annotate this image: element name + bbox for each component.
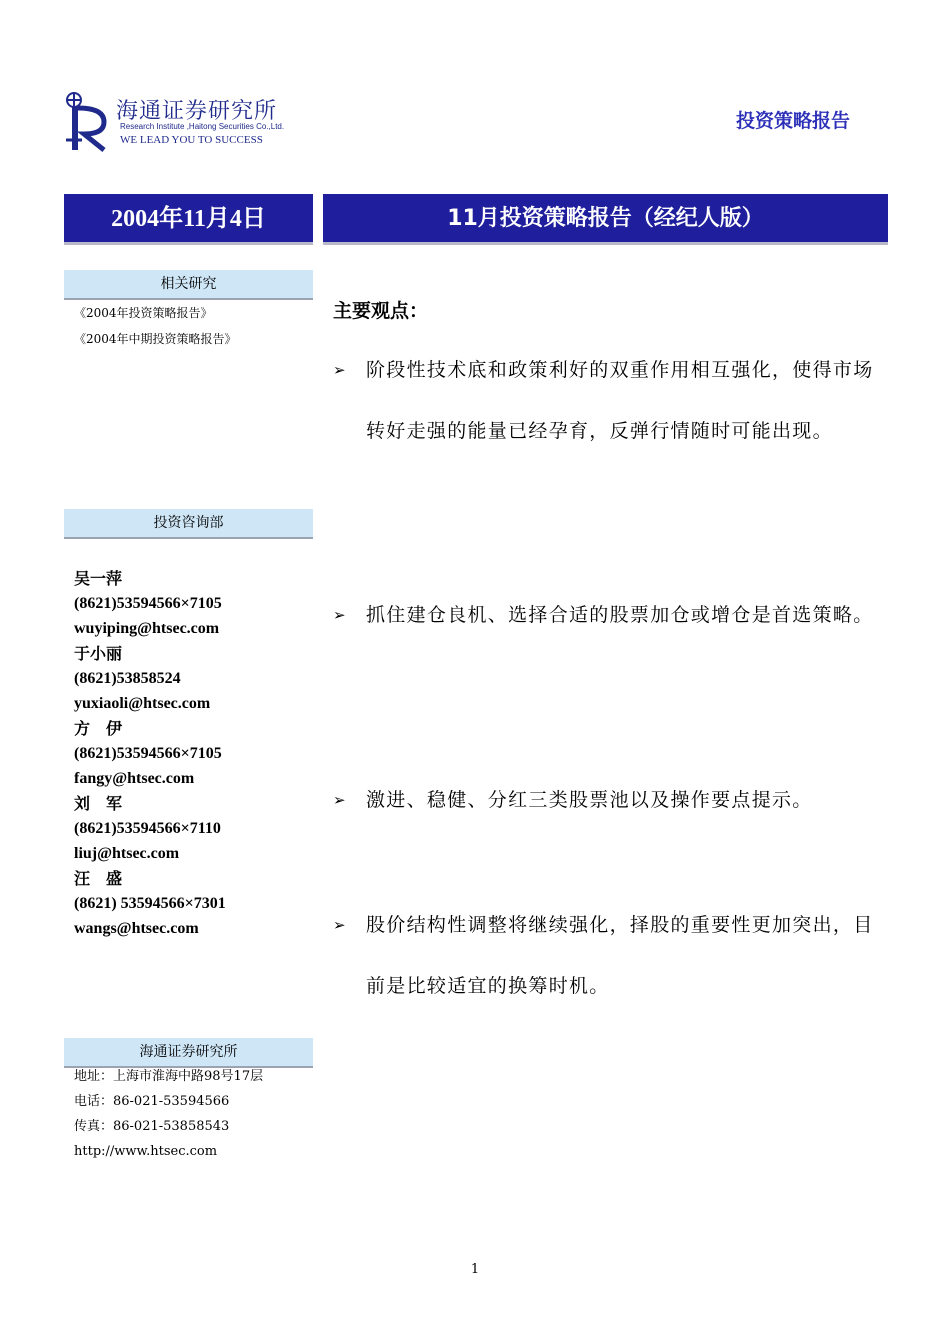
key-point — [333, 340, 883, 462]
arrow-bullet-icon: ➢ — [333, 361, 346, 379]
contact-name: 汪 盛 — [74, 869, 123, 888]
institute-address: 地址：上海市淮海中路98号17层 — [74, 1069, 264, 1084]
key-point — [333, 770, 883, 831]
report-date: 2004年11月4日 — [64, 194, 313, 242]
key-point-text: 抓住建仓良机、选择合适的股票加仓或增仓是首选策略。 — [366, 604, 874, 626]
haitong-logo-icon — [64, 90, 110, 152]
logo-name-en: Research Institute ,Haitong Securities Co.,Ltd. — [120, 122, 285, 131]
contact-email[interactable]: fangy@htsec.com — [74, 770, 195, 787]
key-point-text: 阶段性技术底和政策利好的双重作用相互强化，使得市场转好走强的能量已经孕育，反弹行情随时可能出现。 — [366, 359, 874, 442]
contact-email[interactable]: yuxiaoli@htsec.com — [74, 695, 211, 712]
arrow-bullet-icon: ➢ — [333, 916, 346, 934]
contact-email[interactable]: wangs@htsec.com — [74, 920, 199, 937]
contact-email[interactable]: wuyiping@htsec.com — [74, 620, 220, 637]
contact-list — [74, 566, 226, 941]
arrow-bullet-icon: ➢ — [333, 791, 346, 809]
related-research-list — [74, 300, 237, 352]
key-point — [333, 585, 883, 646]
contact-phone: (8621) 53594566×7301 — [74, 895, 226, 912]
logo-name-cn: 海通证券研究所 — [116, 99, 278, 124]
logo-slogan: WE LEAD YOU TO SUCCESS — [120, 134, 263, 146]
contact-name: 吴一萍 — [74, 569, 123, 588]
document-type: 投资策略报告 — [735, 110, 850, 132]
company-logo — [64, 90, 284, 154]
related-item[interactable]: 《2004年中期投资策略报告》 — [74, 332, 237, 346]
contact-phone: (8621)53594566×7105 — [74, 595, 222, 612]
institute-tel: 电话：86-021-53594566 — [74, 1094, 230, 1109]
related-research-heading: 相关研究 — [64, 270, 313, 300]
key-point-text: 激进、稳健、分红三类股票池以及操作要点提示。 — [366, 789, 813, 811]
institute-website[interactable]: http://www.htsec.com — [74, 1144, 218, 1159]
contact-phone: (8621)53858524 — [74, 670, 181, 687]
institute-fax: 传真：86-021-53858543 — [74, 1119, 230, 1134]
consulting-dept-heading: 投资咨询部 — [64, 509, 313, 539]
contact-phone: (8621)53594566×7105 — [74, 745, 222, 762]
contact-name: 于小丽 — [74, 644, 123, 663]
institute-heading: 海通证券研究所 — [64, 1038, 313, 1068]
institute-info — [74, 1064, 263, 1164]
page-number: 1 — [470, 1262, 480, 1277]
arrow-bullet-icon: ➢ — [333, 606, 346, 624]
key-point — [333, 895, 883, 1017]
related-item[interactable]: 《2004年投资策略报告》 — [74, 306, 213, 320]
contact-email[interactable]: liuj@htsec.com — [74, 845, 180, 862]
contact-name: 方 伊 — [74, 719, 123, 738]
contact-name: 刘 军 — [74, 794, 123, 813]
key-point-text: 股价结构性调整将继续强化，择股的重要性更加突出，目前是比较适宜的换筹时机。 — [366, 914, 874, 997]
report-title: 11月投资策略报告（经纪人版） — [323, 194, 888, 242]
main-points-heading: 主要观点： — [333, 300, 429, 322]
contact-phone: (8621)53594566×7110 — [74, 820, 221, 837]
